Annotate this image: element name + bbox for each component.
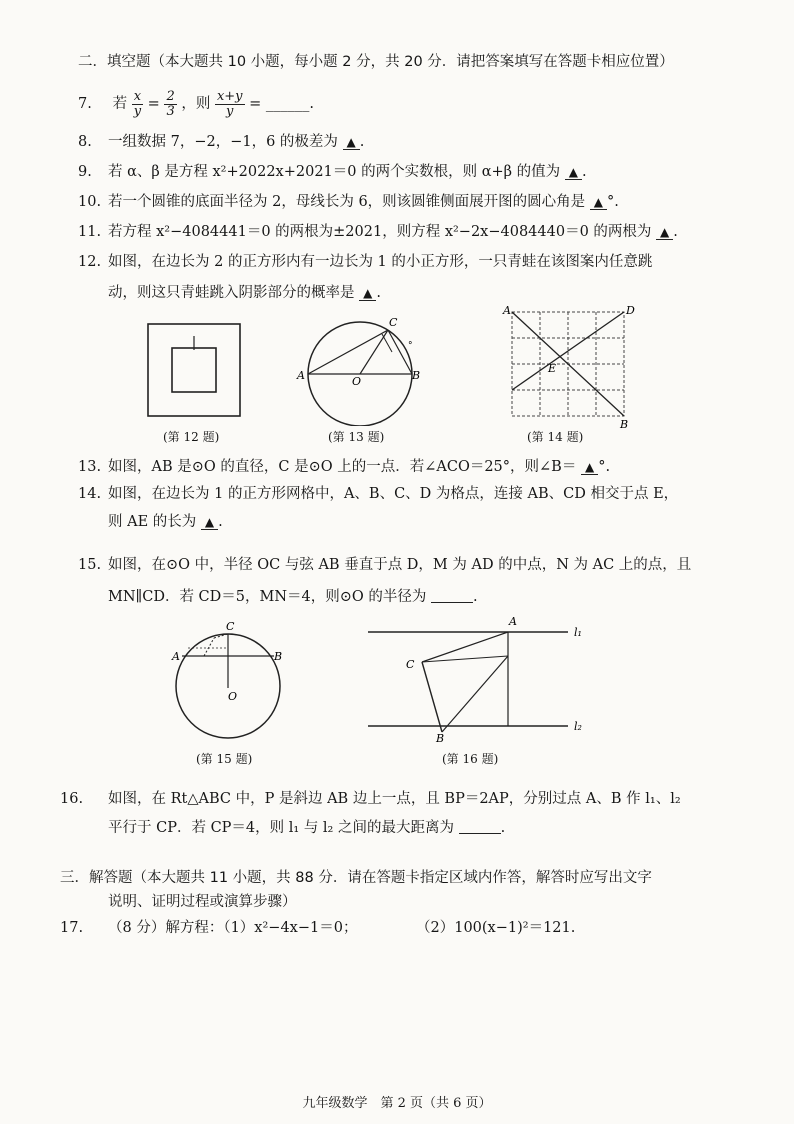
section-3-title-cont: 说明、证明过程或演算步骤） (108, 894, 297, 910)
label-B: B (620, 418, 629, 430)
question-number: 8. (78, 134, 92, 150)
question-number: 9. (78, 164, 92, 180)
label-O: O (352, 375, 362, 388)
question-17-part2: （2）100(x−1)²＝121. (416, 920, 576, 936)
period: . (359, 134, 365, 150)
fraction-x-over-y: $\frac{x}{y}$ (133, 89, 142, 119)
answer-blank: ______ (265, 96, 310, 113)
question-text: 若一个圆锥的底面半径为 2，母线长为 6，则该圆锥侧面展开图的圆心角是 (108, 194, 586, 210)
question-number: 14. (78, 486, 102, 502)
question-7 (78, 90, 314, 118)
period: °. (598, 459, 611, 475)
period: . (582, 164, 587, 180)
label-O: O (228, 690, 238, 703)
figure-15-caption: (第 15 题) (196, 752, 253, 766)
question-text: 若方程 x²−4084441＝0 的两根为±2021，则方程 x²−2x−4084440＝0 的两根为 (108, 224, 652, 240)
label-C: C (226, 620, 235, 633)
question-number: 13. (78, 459, 102, 475)
question-17 (60, 916, 357, 937)
question-text: 平行于 CP．若 CP＝4，则 l₁ 与 l₂ 之间的最大距离为 (108, 820, 454, 836)
label-C: C (406, 658, 415, 671)
answer-blank: ▲ (565, 165, 582, 180)
question-number: 10. (78, 194, 102, 210)
section-3-title: 三．解答题（本大题共 11 小题，共 88 分．请在答题卡指定区域内作答，解答时应写出文字 (60, 870, 652, 886)
question-text: 如图，在边长为 2 的正方形内有一边长为 1 的小正方形，一只青蛙在该图案内任意跳 (108, 254, 653, 270)
label-A: A (297, 369, 305, 382)
equals-sign: = (249, 96, 262, 113)
figure-16-caption: (第 16 题) (442, 752, 499, 766)
degree-mark: ° (408, 341, 413, 351)
text: ，则 (181, 96, 211, 113)
question-11 (78, 220, 678, 241)
label-C: C (389, 316, 398, 329)
label-B: B (274, 650, 283, 663)
question-16 (60, 787, 681, 808)
label-A: A (503, 304, 511, 317)
question-number: 17. (60, 920, 84, 936)
question-text: 如图，在边长为 1 的正方形网格中，A、B、C、D 为格点，连接 AB、CD 相交于点 E， (108, 486, 679, 502)
question-text: 若 α、β 是方程 x²+2022x+2021＝0 的两个实数根，则 α+β 的值为 (108, 164, 561, 180)
answer-blank: ▲ (201, 515, 218, 530)
question-12 (78, 250, 652, 271)
figure-13-caption: (第 13 题) (328, 430, 385, 444)
figure-14-grid (500, 300, 640, 430)
question-number: 12. (78, 254, 102, 270)
figure-13-circle (296, 312, 426, 426)
question-15 (78, 553, 691, 574)
period: . (673, 224, 678, 240)
period: . (309, 96, 314, 113)
answer-blank: ▲ (581, 460, 598, 475)
period: . (473, 589, 478, 605)
label-B: B (412, 369, 421, 382)
section-title: 二．填空题（本大题共 10 小题，每小题 2 分，共 20 分．请把答案填写在答题卡相应位置） (78, 54, 674, 70)
label-l2: l₂ (574, 720, 582, 733)
answer-blank: ▲ (359, 286, 376, 301)
text: 若 (112, 96, 128, 113)
question-16-cont (108, 816, 505, 837)
answer-blank (431, 588, 473, 603)
figure-14-caption: (第 14 题) (527, 430, 584, 444)
period: . (376, 285, 381, 301)
label-D: D (626, 304, 635, 317)
fraction-x-plus-y-over-y: $\frac{x+y}{y}$ (216, 89, 243, 119)
question-9 (78, 160, 587, 181)
figure-12-caption: (第 12 题) (163, 430, 220, 444)
question-number: 7. (78, 96, 92, 113)
question-15-cont (108, 585, 478, 606)
answer-blank (459, 819, 501, 834)
question-14 (78, 482, 678, 503)
equals-sign: = (147, 96, 160, 113)
question-text: （8 分）解方程：（1）x²−4x−1＝0； (108, 920, 358, 936)
label-E: E (548, 362, 557, 375)
label-B: B (436, 732, 445, 744)
answer-blank: ▲ (590, 195, 607, 210)
label-A: A (509, 615, 517, 628)
figure-12-squares (146, 322, 242, 418)
question-8 (78, 130, 364, 151)
question-12-cont (108, 281, 381, 302)
question-10 (78, 190, 619, 211)
question-number: 16. (60, 791, 84, 807)
label-l1: l₁ (574, 626, 582, 639)
question-14-cont (108, 510, 223, 531)
period: . (218, 514, 223, 530)
question-13 (78, 455, 610, 476)
question-text: 如图，在 Rt△ABC 中，P 是斜边 AB 边上一点，且 BP＝2AP，分别过点 A、B 作 l₁、l₂ (108, 791, 681, 807)
label-A: A (172, 650, 180, 663)
figure-16-parallel-lines (366, 612, 596, 744)
question-number: 11. (78, 224, 102, 240)
figure-15-circle (166, 618, 292, 742)
answer-blank: ▲ (656, 225, 673, 240)
answer-blank: ▲ (343, 135, 360, 150)
question-text: 则 AE 的长为 (108, 514, 197, 530)
question-text: 如图，在⊙O 中，半径 OC 与弦 AB 垂直于点 D，M 为 AD 的中点，N 为 AC 上的点，且 (108, 557, 692, 573)
question-number: 15. (78, 557, 102, 573)
question-text: 如图，AB 是⊙O 的直径，C 是⊙O 上的一点．若∠ACO＝25°，则∠B＝ (108, 459, 577, 475)
period: . (500, 820, 506, 836)
page-footer: 九年级数学 第 2 页（共 6 页） (302, 1096, 492, 1111)
fraction-two-thirds: $\frac{2}{3}$ (166, 89, 175, 119)
period: °. (607, 194, 619, 210)
question-text: 一组数据 7，−2，−1，6 的极差为 (108, 134, 338, 150)
question-text: 动，则这只青蛙跳入阴影部分的概率是 (108, 285, 355, 301)
question-text: MN∥CD．若 CD＝5，MN＝4，则⊙O 的半径为 (108, 589, 427, 605)
